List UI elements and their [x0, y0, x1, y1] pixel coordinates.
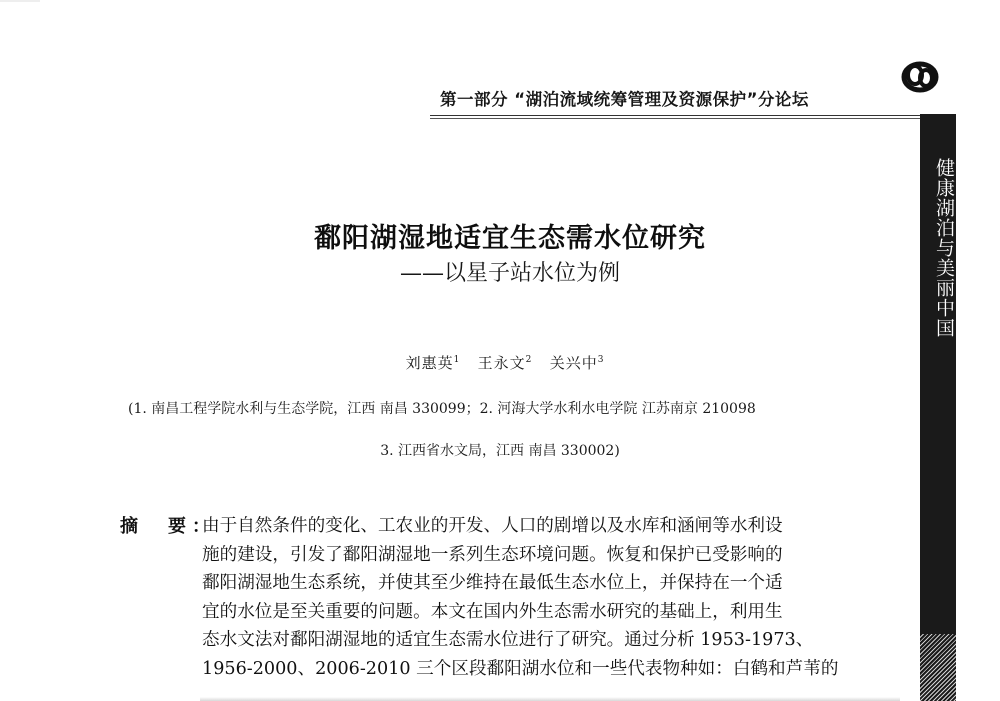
section-side-tab — [920, 114, 956, 701]
author-affiliation-mark: 2 — [525, 355, 533, 365]
abstract-line: 宜的水位是至关重要的问题。本文在国内外生态需水研究的基础上，利用生 — [202, 601, 783, 622]
affiliation-line-2: 3. 江西省水文局，江西 南昌 330002) — [380, 443, 620, 459]
abstract-line: 1956-2000、2006-2010 三个区段鄱阳湖水位和一些代表物种如：白鹤和芦苇的 — [202, 658, 839, 679]
author-name: 王永文 — [477, 354, 526, 372]
header-rule — [430, 115, 920, 116]
abstract-body — [202, 512, 902, 683]
abstract-line: 由于自然条件的变化、工农业的开发、人口的剧增以及水库和涵闸等水利设 — [202, 516, 783, 536]
affiliation-line-1: (1. 南昌工程学院水利与生态学院，江西 南昌 330099；2. 河海大学水利水电学院 江苏南京 210098 — [128, 401, 756, 417]
author-name: 刘惠英 — [405, 354, 454, 372]
paper-subtitle: ——以星子站水位为例 — [399, 261, 620, 286]
author-name: 关兴中 — [549, 354, 598, 372]
cut-off-next-line — [200, 697, 900, 701]
side-tab-label: 健康湖泊与美丽中国 — [933, 158, 955, 338]
author-list — [0, 352, 1000, 373]
lake-logo-icon — [900, 56, 940, 96]
author-affiliation-mark: 1 — [453, 355, 461, 365]
header-rule-secondary — [430, 118, 920, 119]
abstract-line: 鄱阳湖湿地生态系统，并使其至少维持在最低生态水位上，并保持在一个适 — [202, 573, 783, 593]
side-tab-pattern — [920, 634, 956, 701]
abstract-line: 态水文法对鄱阳湖湿地的适宜生态需水位进行了研究。通过分析 1953-1973、 — [202, 630, 814, 650]
abstract-line: 施的建设，引发了鄱阳湖湿地一系列生态环境问题。恢复和保护已受影响的 — [202, 544, 783, 565]
running-header: 第一部分 “湖泊流域统筹管理及资源保护”分论坛 — [440, 90, 809, 109]
author-affiliation-mark: 3 — [597, 355, 605, 365]
abstract-label: 摘 要： — [120, 516, 216, 537]
scan-artifact — [0, 0, 40, 2]
paper-title: 鄱阳湖湿地适宜生态需水位研究 — [314, 223, 706, 254]
